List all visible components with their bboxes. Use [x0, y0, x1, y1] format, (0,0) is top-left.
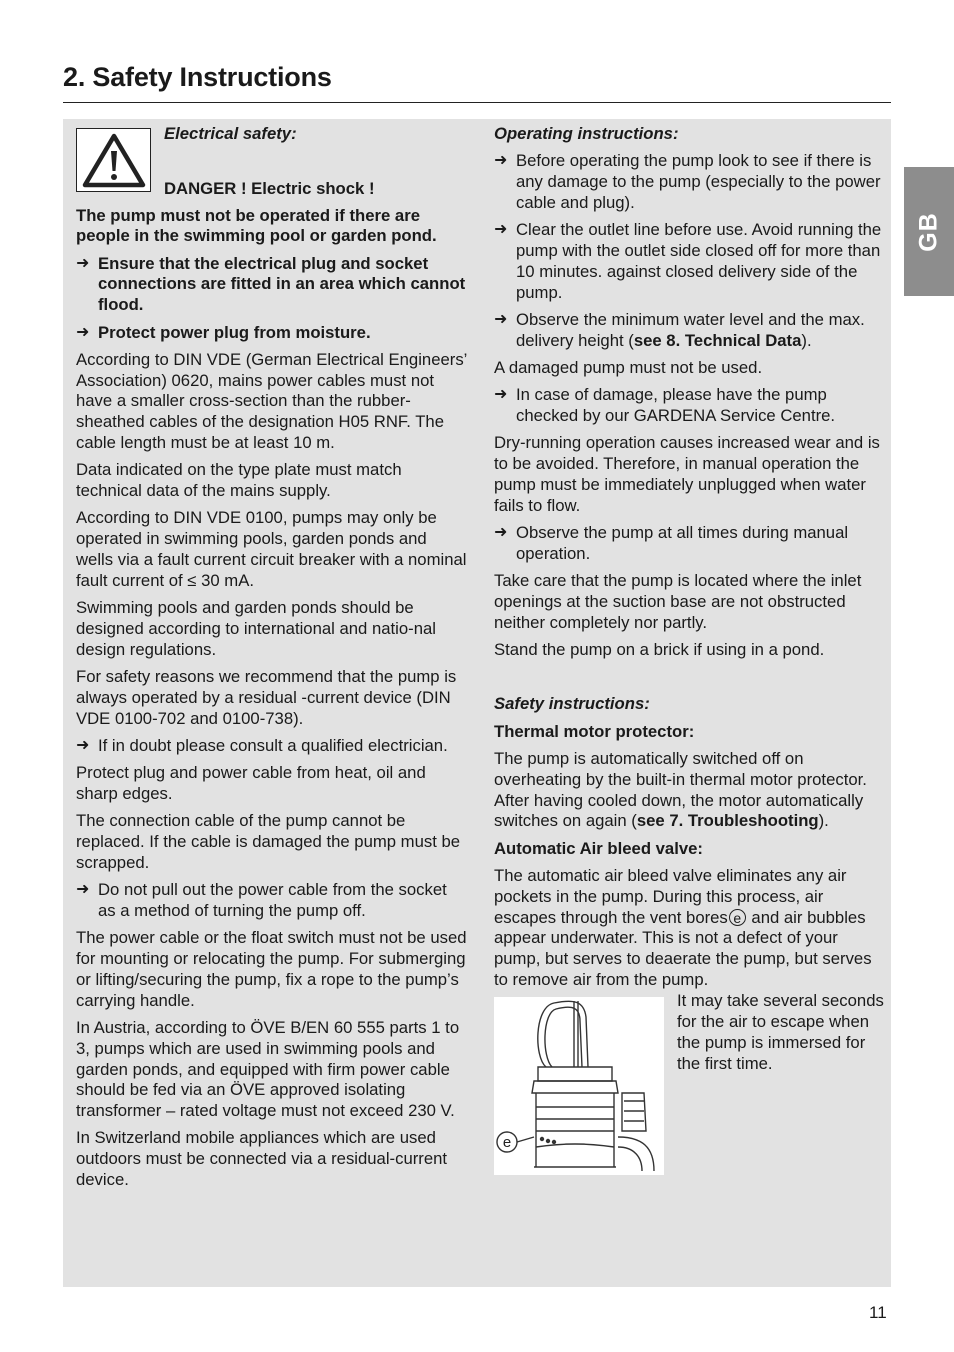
- vent-bore-marker: e: [729, 909, 746, 926]
- paragraph: According to DIN VDE 0100, pumps may only be operated in swimming pools, garden ponds and wells via a fault current circuit breaker with a nominal fault current of ≤ 30 mA.: [76, 508, 467, 590]
- paragraph: A damaged pump must not be used.: [494, 357, 763, 377]
- paragraph: According to DIN VDE (German Electrical Engineers’ Association) 0620, mains power cables must not have a smaller cross-section than the rubber-sheathed cables of the designation H05 RNF. The cable length must be at least 10 m.: [76, 349, 467, 453]
- list-item: ➜ Ensure that the electrical plug and socket connections are fitted in an area which cannot flood.: [76, 253, 466, 315]
- list-item: ➜ Observe the pump at all times during manual operation.: [494, 523, 849, 563]
- paragraph: The automatic air bleed valve eliminates any air pockets in the pump. During this process, air escapes through the vent bores e and air bubbles appear underwater. This is not a defect of your pump, but serves to deaerate the pump, but serves to remove air from the pump.: [494, 865, 872, 989]
- paragraph: In Austria, according to ÖVE B/EN 60 555 parts 1 to 3, pumps which are used in swimming pools and garden ponds, and equipped with firm power cable should be fed via an ÖVE approved isolating transformer – rated voltage must not exceed 230 V.: [76, 1017, 460, 1121]
- page-title: 2. Safety Instructions: [63, 62, 332, 92]
- language-tab: [904, 167, 954, 296]
- thermal-heading: Thermal motor protector:: [494, 721, 695, 741]
- figure-row: [494, 991, 886, 1175]
- warning-box: [76, 128, 151, 192]
- danger-block: [76, 124, 468, 200]
- arrow-icon: ➜: [494, 310, 508, 328]
- paragraph: Stand the pump on a brick if using in a pond.: [494, 640, 825, 660]
- paragraph: Data indicated on the type plate must match technical data of the mains supply.: [76, 460, 402, 501]
- operating-heading: Operating instructions:: [494, 124, 679, 143]
- figure-caption: It may take several seconds for the air to escape when the pump is immersed for the first time.: [677, 991, 884, 1073]
- arrow-icon: ➜: [76, 254, 90, 272]
- air-bleed-heading: Automatic Air bleed valve:: [494, 838, 703, 858]
- language-tab-label: GB: [914, 211, 943, 252]
- technical-data-reference: see 8. Technical Data: [633, 330, 802, 350]
- pump-drawing-icon: [494, 997, 664, 1175]
- list-item: ➜ Do not pull out the power cable from the socket as a method of turning the pump off.: [76, 880, 447, 920]
- troubleshooting-reference: see 7. Troubleshooting: [636, 811, 819, 831]
- paragraph: Protect plug and power cable from heat, oil and sharp edges.: [76, 763, 426, 804]
- arrow-icon: ➜: [76, 881, 90, 899]
- paragraph: For safety reasons we recommend that the pump is always operated by a residual -current device (DIN VDE 0100-702 and 0100-738).: [76, 667, 457, 728]
- safety-instructions-heading: Safety instructions:: [494, 694, 650, 714]
- paragraph: Take care that the pump is located where the inlet openings at the suction base are not obstructed neither completely nor partly.: [494, 571, 862, 632]
- list-item: ➜ Protect power plug from moisture.: [76, 322, 371, 342]
- arrow-icon: ➜: [76, 736, 90, 754]
- figure-label-e: e: [502, 1134, 512, 1152]
- paragraph: The power cable or the float switch must not be used for mounting or relocating the pump. For submerging or lifting/securing the pump, fix a rope to the pump’s carrying handle.: [76, 928, 467, 1010]
- list-item: ➜ If in doubt please consult a qualified electrician.: [76, 735, 448, 755]
- list-item: ➜ Before operating the pump look to see if there is any damage to the pump (especially to the power cable and plug).: [494, 151, 881, 212]
- arrow-icon: ➜: [494, 221, 508, 239]
- title-rule: [63, 102, 891, 103]
- electrical-safety-heading: Electrical safety:: [164, 124, 297, 143]
- list-item: ➜ Clear the outlet line before use. Avoid running the pump with the outlet side closed off for more than 10 minutes. against closed delivery side of the pump.: [494, 220, 882, 302]
- arrow-icon: ➜: [494, 524, 508, 542]
- left-column: [76, 124, 468, 1197]
- arrow-icon: ➜: [76, 323, 90, 341]
- paragraph: Dry-running operation causes increased wear and is to be avoided. Therefore, in manual operation the pump must be immediately unplugged when water fails to flow.: [494, 433, 880, 515]
- pump-illustration: [494, 997, 664, 1175]
- arrow-icon: ➜: [494, 386, 508, 404]
- right-column: [494, 124, 886, 1175]
- list-item: ➜ In case of damage, please have the pump checked by our GARDENA Service Centre.: [494, 385, 836, 426]
- paragraph: The pump is automatically switched off on overheating by the built-in thermal motor protector. After having cooled down, the motor automatically switches on again (see 7. Troubleshooting).: [494, 748, 867, 831]
- paragraph: Swimming pools and garden ponds should be designed according to international and natio-nal design regulations.: [76, 598, 436, 659]
- bold-warning: The pump must not be operated if there are people in the swimming pool or garden pond.: [76, 205, 437, 246]
- arrow-icon: ➜: [494, 152, 508, 170]
- warning-triangle-icon: [81, 131, 147, 189]
- list-item: ➜ Observe the minimum water level and the max. delivery height (see 8. Technical Data).: [494, 309, 865, 350]
- page-number: 11: [869, 1303, 887, 1322]
- danger-label: DANGER ! Electric shock !: [164, 178, 375, 198]
- paragraph: The connection cable of the pump cannot be replaced. If the cable is damaged the pump must be scrapped.: [76, 811, 461, 872]
- paragraph: In Switzerland mobile appliances which are used outdoors must be connected via a residual-current device.: [76, 1128, 448, 1190]
